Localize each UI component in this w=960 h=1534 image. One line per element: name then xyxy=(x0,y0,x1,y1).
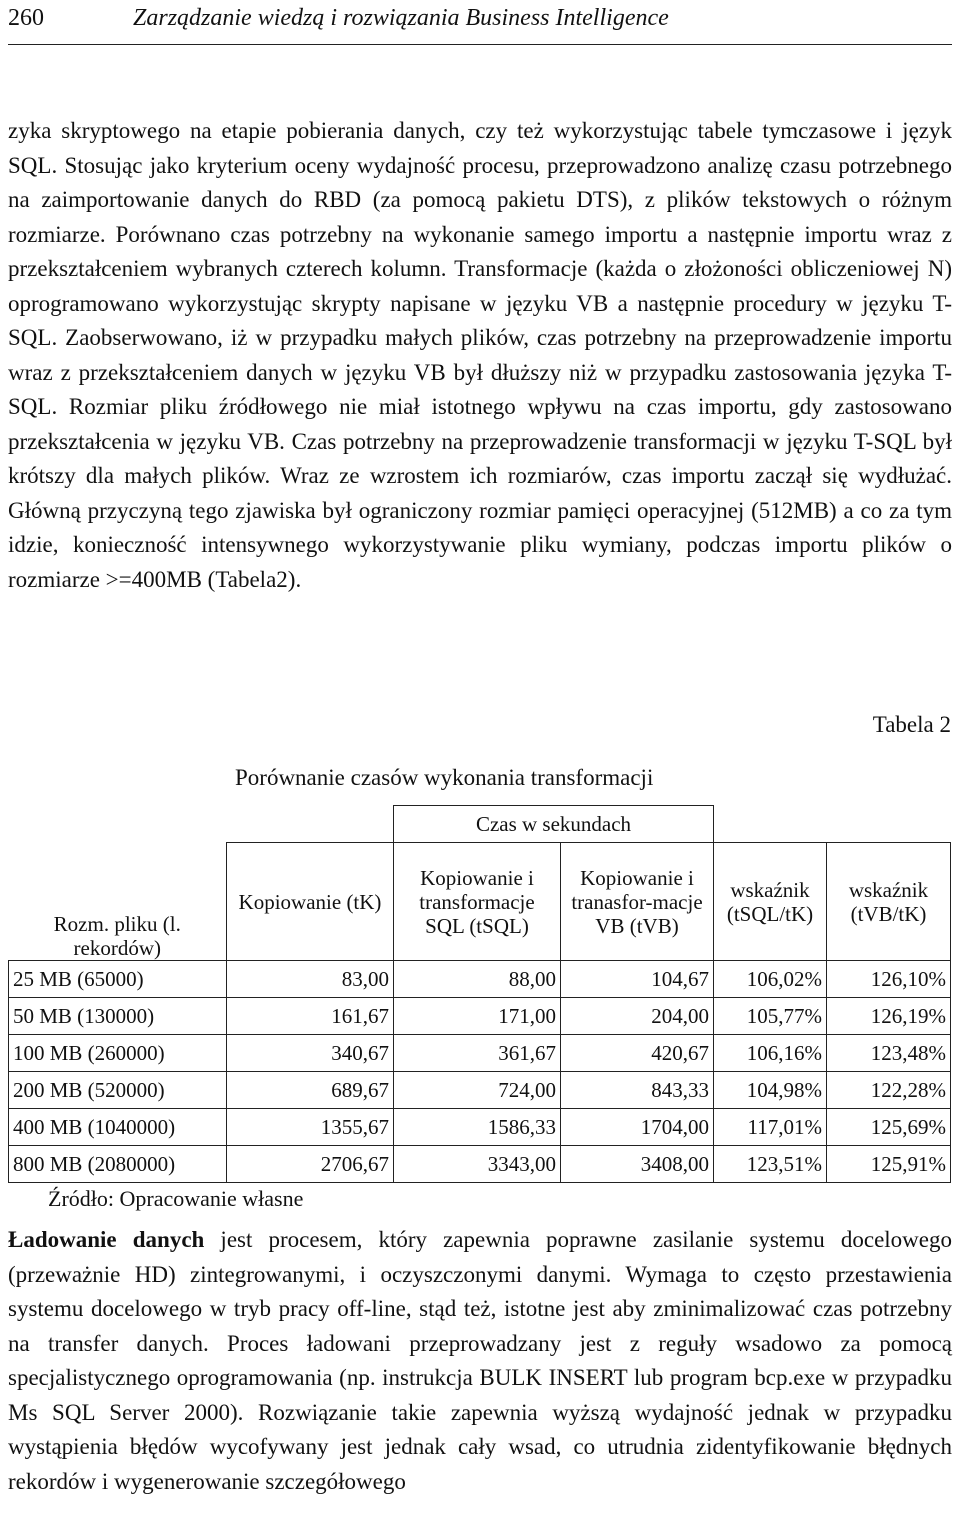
row-label-cell: 200 MB (520000) xyxy=(9,1072,227,1109)
value-cell: 88,00 xyxy=(394,961,561,998)
value-cell: 105,77% xyxy=(714,998,827,1035)
table-row xyxy=(9,1072,951,1109)
table-row xyxy=(9,1146,951,1183)
value-cell: 125,69% xyxy=(827,1109,951,1146)
lead-term: Ładowanie danych xyxy=(8,1227,205,1252)
results-table xyxy=(8,805,951,1183)
row-label-cell: 400 MB (1040000) xyxy=(9,1109,227,1146)
value-cell: 83,00 xyxy=(227,961,394,998)
table-label: Tabela 2 xyxy=(872,712,951,737)
corner-cell xyxy=(827,806,951,843)
table-row xyxy=(9,998,951,1035)
value-cell: 724,00 xyxy=(394,1072,561,1109)
value-cell: 3408,00 xyxy=(561,1146,714,1183)
row-label-cell: 800 MB (2080000) xyxy=(9,1146,227,1183)
table-row xyxy=(9,1035,951,1072)
value-cell: 117,01% xyxy=(714,1109,827,1146)
group-header: Czas w sekundach xyxy=(394,806,714,843)
corner-cell xyxy=(714,806,827,843)
value-cell: 125,91% xyxy=(827,1146,951,1183)
corner-cell xyxy=(9,806,227,843)
value-cell: 104,98% xyxy=(714,1072,827,1109)
corner-cell xyxy=(227,806,394,843)
table-row xyxy=(9,1109,951,1146)
page-header xyxy=(8,0,952,45)
col-header-ratio-sql: wskaźnik (tSQL/tK) xyxy=(714,843,827,961)
body-paragraph-1: zyka skryptowego na etapie pobierania danych, czy też wykorzystując tabele tymczasowe i język SQL. Stosując jako kryterium oceny wydajność procesu, przeprowadzono analizę czasu potrzebnego na zaimportowanie danych do RBD (za pomocą pakietu DTS), z plików tekstowych o różnym rozmiarze. Porównano czas potrzebny na wykonanie samego importu a następnie importu wraz z przekształceniem wybranych czterech kolumn. Transformacje (każda o złożoności obliczeniowej N) oprogramowano wykorzystując skrypty napisane w języku VB a następnie procedury w języku T-SQL. Zaobserwowano, iż w przypadku małych plików, czas potrzebny na przeprowadzenie importu wraz z przekształceniem danych w języku VB był dłuższy niż w przypadku zastosowania języka T-SQL. Rozmiar pliku źródłowego nie miał istotnego wpływu na czas importu, gdy zastosowano przekształcenia w języku VB. Czas potrzebny na przeprowadzenie transformacji w języku T-SQL był krótszy dla małych plików. Wraz ze wzrostem ich rozmiarów, czas importu zaczął się wydłużać. Główną przyczyną tego zjawiska był ograniczony rozmiar pamięci operacyjnej (512MB) a co za tym idzie, konieczność intensywnego wykorzystywanie pliku wymiany, podczas importu plików o rozmiarze >=400MB (Tabela2). xyxy=(8,118,952,592)
row-label-cell: 25 MB (65000) xyxy=(9,961,227,998)
value-cell: 1586,33 xyxy=(394,1109,561,1146)
value-cell: 3343,00 xyxy=(394,1146,561,1183)
row-label-cell: 100 MB (260000) xyxy=(9,1035,227,1072)
value-cell: 1355,67 xyxy=(227,1109,394,1146)
value-cell: 420,67 xyxy=(561,1035,714,1072)
table-row xyxy=(9,961,951,998)
value-cell: 123,51% xyxy=(714,1146,827,1183)
col-header-tvb: Kopiowanie i tranasfor-macje VB (tVB) xyxy=(561,843,714,961)
value-cell: 126,10% xyxy=(827,961,951,998)
value-cell: 2706,67 xyxy=(227,1146,394,1183)
value-cell: 106,16% xyxy=(714,1035,827,1072)
table-source: Źródło: Opracowanie własne xyxy=(48,1186,304,1211)
table-body xyxy=(9,961,951,1183)
value-cell: 340,67 xyxy=(227,1035,394,1072)
value-cell: 204,00 xyxy=(561,998,714,1035)
running-title: Zarządzanie wiedzą i rozwiązania Business Intelligence xyxy=(133,5,669,31)
value-cell: 361,67 xyxy=(394,1035,561,1072)
table-caption: Porównanie czasów wykonania transformacji xyxy=(235,765,654,790)
value-cell: 106,02% xyxy=(714,961,827,998)
value-cell: 123,48% xyxy=(827,1035,951,1072)
value-cell: 161,67 xyxy=(227,998,394,1035)
page-number: 260 xyxy=(8,5,44,31)
value-cell: 126,19% xyxy=(827,998,951,1035)
col-header-tk: Kopiowanie (tK) xyxy=(227,843,394,961)
value-cell: 122,28% xyxy=(827,1072,951,1109)
col-header-ratio-vb: wskaźnik (tVB/tK) xyxy=(827,843,951,961)
value-cell: 1704,00 xyxy=(561,1109,714,1146)
col-header-tsql: Kopiowanie i transformacje SQL (tSQL) xyxy=(394,843,561,961)
col-header-size: Rozm. pliku (l. rekordów) xyxy=(9,843,227,961)
value-cell: 689,67 xyxy=(227,1072,394,1109)
body-paragraph-2 xyxy=(8,1223,952,1499)
value-cell: 171,00 xyxy=(394,998,561,1035)
value-cell: 843,33 xyxy=(561,1072,714,1109)
paragraph-2-text: jest procesem, który zapewnia poprawne zasilanie systemu docelowego (przeważnie HD) zintegrowanymi, i oczyszczonymi danymi. Wymaga to często przestawienia systemu docelowego w tryb pracy off-line, stąd też, istotne jest aby zminimalizować czas potrzebny na transfer danych. Proces ładowani przeprowadzany jest z reguły wsadowo za pomocą specjalistycznego oprogramowania (np. instrukcja BULK INSERT lub program bcp.exe w przypadku Ms SQL Server 2000). Rozwiązanie takie zapewnia wyższą wydajność jednak w przypadku wystąpienia błędów wycofywany jest jednak cały wsad, co utrudnia zidentyfikowanie błędnych rekordów i wygenerowanie szczegółowego xyxy=(8,1227,953,1494)
row-label-cell: 50 MB (130000) xyxy=(9,998,227,1035)
value-cell: 104,67 xyxy=(561,961,714,998)
